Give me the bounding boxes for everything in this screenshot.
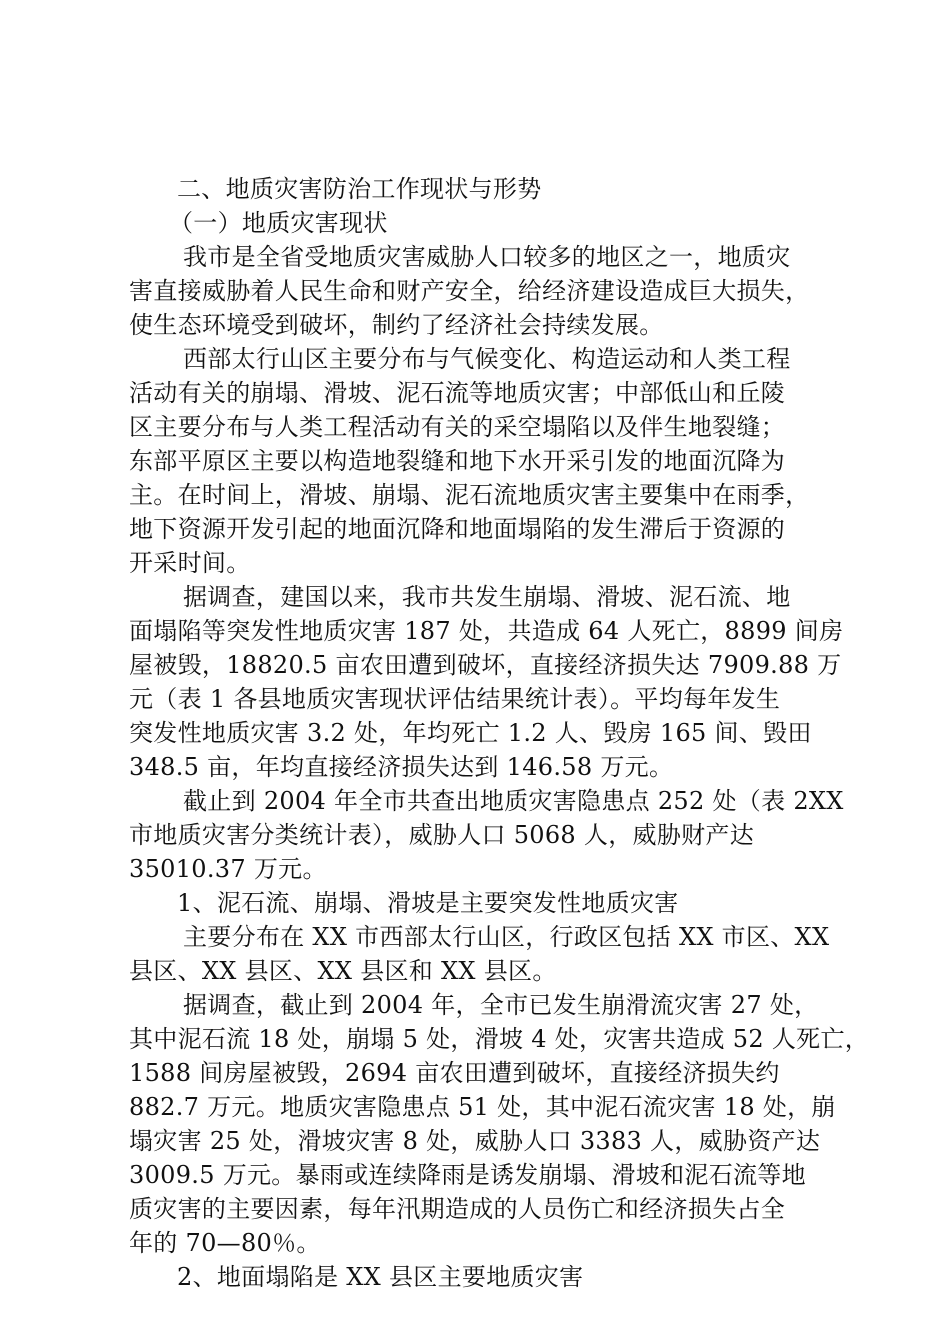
paragraph-line: 面塌陷等突发性地质灾害 187 处，共造成 64 人死亡，8899 间房 — [129, 617, 844, 645]
paragraph-line: 其中泥石流 18 处，崩塌 5 处，滑坡 4 处，灾害共造成 52 人死亡， — [129, 1025, 870, 1053]
subsection-heading: （一）地质灾害现状 — [169, 209, 388, 237]
paragraph-line: 开采时间。 — [129, 549, 251, 577]
paragraph-line: 3009.5 万元。暴雨或连续降雨是诱发崩塌、滑坡和泥石流等地 — [129, 1161, 806, 1189]
paragraph-line: 35010.37 万元。 — [129, 855, 327, 883]
item-heading: 1、泥石流、崩塌、滑坡是主要突发性地质灾害 — [177, 889, 679, 917]
paragraph-line: 1588 间房屋被毁，2694 亩农田遭到破坏，直接经济损失约 — [129, 1059, 780, 1087]
paragraph-line: 主。在时间上，滑坡、崩塌、泥石流地质灾害主要集中在雨季， — [129, 481, 810, 509]
paragraph-line: 质灾害的主要因素，每年汛期造成的人员伤亡和经济损失占全 — [129, 1195, 786, 1223]
document-body — [129, 172, 870, 1294]
paragraph-line: 塌灾害 25 处，滑坡灾害 8 处，威胁人口 3383 人，威胁资产达 — [129, 1127, 821, 1155]
paragraph-line: 市地质灾害分类统计表），威胁人口 5068 人，威胁财产达 — [129, 821, 755, 849]
paragraph-line: 区主要分布与人类工程活动有关的采空塌陷以及伴生地裂缝； — [129, 413, 786, 441]
item-heading: 2、地面塌陷是 XX 县区主要地质灾害 — [177, 1263, 584, 1291]
section-heading: 二、地质灾害防治工作现状与形势 — [177, 175, 542, 203]
paragraph-line: 据调查，建国以来，我市共发生崩塌、滑坡、泥石流、地 — [183, 583, 791, 611]
paragraph-line: 活动有关的崩塌、滑坡、泥石流等地质灾害；中部低山和丘陵 — [129, 379, 786, 407]
paragraph-line: 地下资源开发引起的地面沉降和地面塌陷的发生滞后于资源的 — [129, 515, 786, 543]
paragraph-line: 我市是全省受地质灾害威胁人口较多的地区之一，地质灾 — [183, 243, 791, 271]
paragraph-line: 截止到 2004 年全市共查出地质灾害隐患点 252 处（表 2XX — [183, 787, 844, 815]
paragraph-line: 县区、XX 县区、XX 县区和 XX 县区。 — [129, 957, 557, 985]
paragraph-line: 屋被毁，18820.5 亩农田遭到破坏，直接经济损失达 7909.88 万 — [129, 651, 842, 679]
paragraph-line: 882.7 万元。地质灾害隐患点 51 处，其中泥石流灾害 18 处，崩 — [129, 1093, 836, 1121]
paragraph-line: 使生态环境受到破坏，制约了经济社会持续发展。 — [129, 311, 664, 339]
paragraph-line: 主要分布在 XX 市西部太行山区，行政区包括 XX 市区、XX — [183, 923, 830, 951]
paragraph-line: 348.5 亩，年均直接经济损失达到 146.58 万元。 — [129, 753, 674, 781]
paragraph-line: 害直接威胁着人民生命和财产安全，给经济建设造成巨大损失， — [129, 277, 810, 305]
paragraph-line: 东部平原区主要以构造地裂缝和地下水开采引发的地面沉降为 — [129, 447, 786, 475]
paragraph-line: 据调查，截止到 2004 年，全市已发生崩滑流灾害 27 处， — [183, 991, 819, 1019]
paragraph-line: 西部太行山区主要分布与气候变化、构造运动和人类工程 — [183, 345, 791, 373]
paragraph-line: 突发性地质灾害 3.2 处，年均死亡 1.2 人、毁房 165 间、毁田 — [129, 719, 812, 747]
paragraph-line: 元（表 1 各县地质灾害现状评估结果统计表）。平均每年发生 — [129, 685, 781, 713]
paragraph-line: 年的 70—80％。 — [129, 1229, 321, 1257]
